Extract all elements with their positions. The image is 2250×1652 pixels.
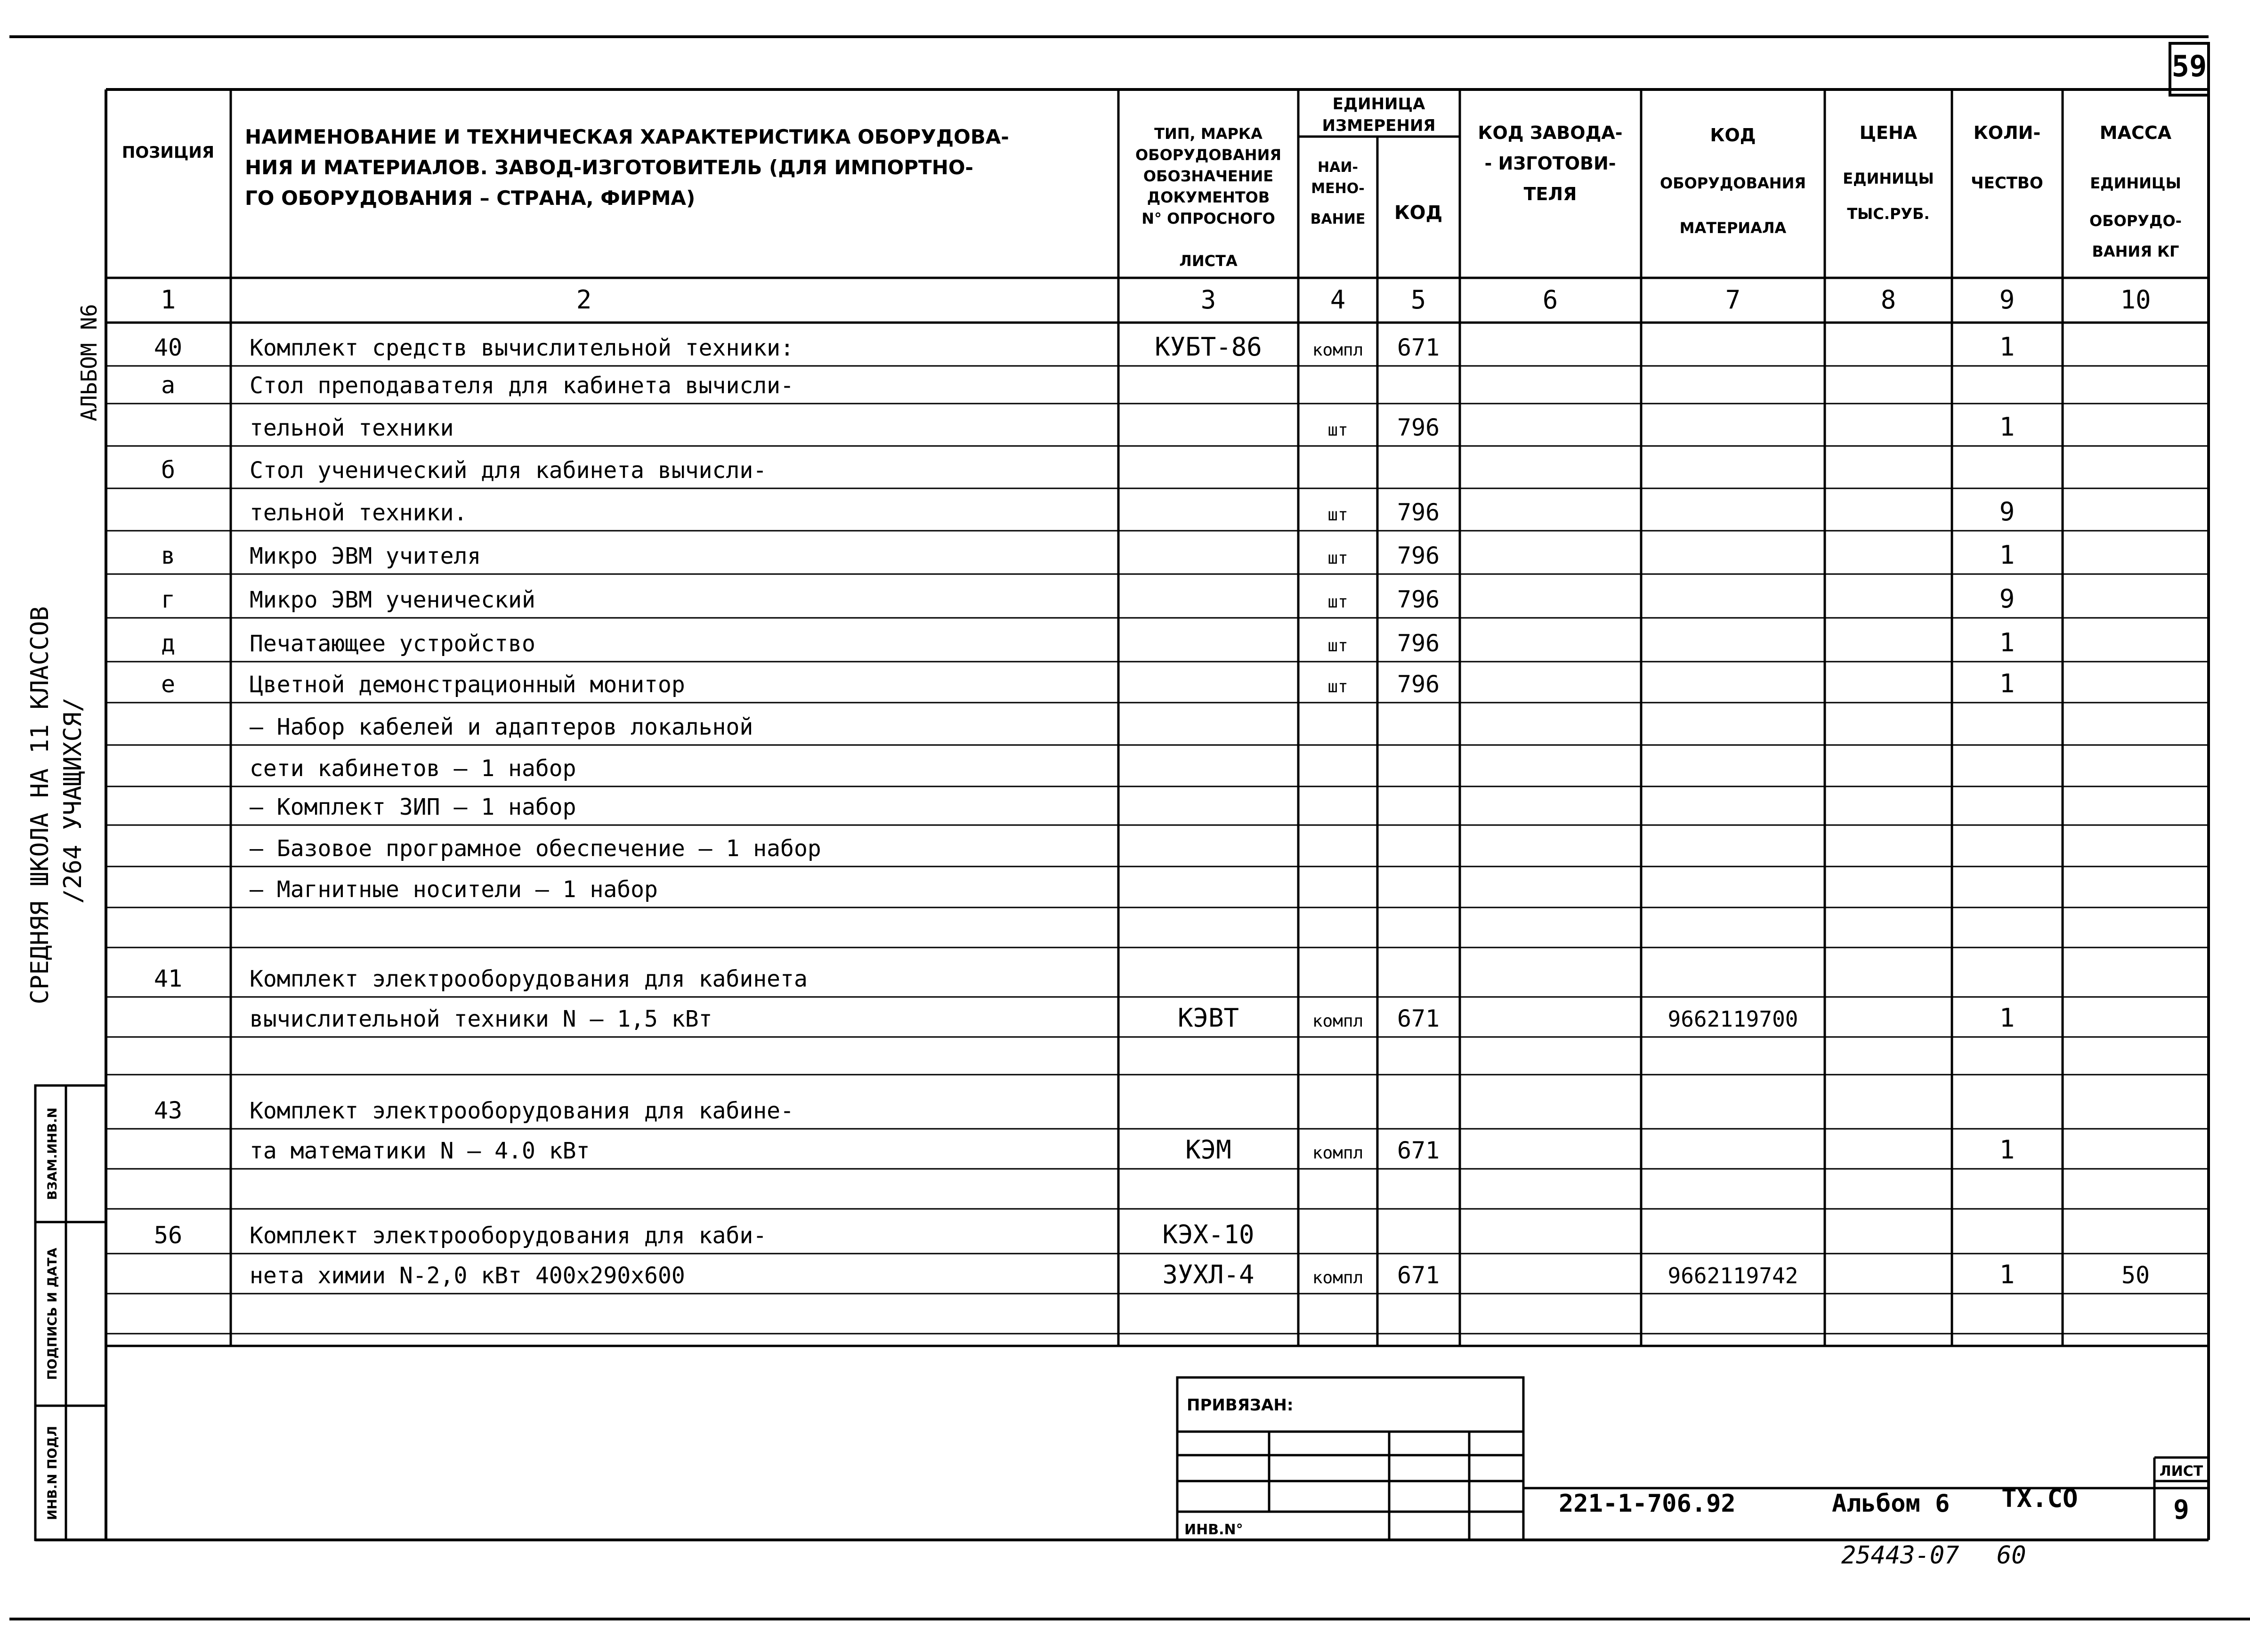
header-type-line-4: ДОКУМЕНТОВ bbox=[1147, 188, 1270, 206]
table-row bbox=[154, 1097, 794, 1124]
cell-pos: б bbox=[161, 456, 176, 484]
cell-name: тельной техники bbox=[250, 415, 454, 441]
table-row bbox=[250, 1135, 2015, 1165]
inventory-number-label: ИНВ.N° bbox=[1184, 1522, 1243, 1538]
header-position: ПОЗИЦИЯ bbox=[121, 143, 215, 162]
cell-unit: компл bbox=[1312, 340, 1364, 360]
cell-name: Комплект средств вычислительной техники: bbox=[250, 335, 794, 361]
table-row bbox=[161, 372, 794, 399]
table-row bbox=[250, 497, 2015, 526]
cell-type: КЭМ bbox=[1185, 1135, 1231, 1165]
column-number: 10 bbox=[2120, 285, 2151, 315]
cell-code: 671 bbox=[1397, 1262, 1440, 1289]
table-row bbox=[250, 794, 576, 820]
column-number: 9 bbox=[1999, 285, 2015, 315]
column-number: 1 bbox=[160, 285, 176, 315]
cell-qty: 9 bbox=[1999, 584, 2015, 614]
archive-number: 25443-07 bbox=[1841, 1541, 1959, 1570]
header-type-line-6: ЛИСТА bbox=[1179, 252, 1238, 270]
header-mass-line-1: МАССА bbox=[2099, 122, 2172, 143]
cell-type: КЭВТ bbox=[1177, 1003, 1239, 1033]
header-unit-name-line-3: ВАНИЕ bbox=[1310, 211, 1366, 227]
document-mark: ТХ.СО bbox=[2001, 1483, 2078, 1513]
cell-name: – Комплект ЗИП – 1 набор bbox=[250, 794, 576, 820]
cell-name: тельной техники. bbox=[250, 500, 468, 526]
cell-qty: 1 bbox=[1999, 412, 2015, 442]
header-type-line-2: ОБОРУДОВАНИЯ bbox=[1135, 146, 1281, 164]
cell-code: 796 bbox=[1397, 586, 1440, 613]
cell-pos: д bbox=[161, 630, 176, 657]
album-label: АЛЬБОМ N6 bbox=[76, 304, 102, 421]
cell-qty: 1 bbox=[1999, 628, 2015, 657]
header-unit-name-line-2: МЕНО- bbox=[1311, 180, 1365, 197]
header-mass-line-3: ОБОРУДО- bbox=[2089, 212, 2182, 230]
header-unit-name-line-1: НАИ- bbox=[1318, 159, 1358, 176]
header-equip-code-line-3: МАТЕРИАЛА bbox=[1679, 219, 1787, 237]
stamp-label-original: ИНВ.N ПОДЛ bbox=[45, 1425, 60, 1521]
cell-name: – Базовое програмное обеспечение – 1 набор bbox=[250, 835, 821, 862]
stamp-label-replacement: ВЗАМ.ИНВ.N bbox=[45, 1107, 60, 1200]
cell-pos: г bbox=[161, 586, 176, 613]
title-block-text bbox=[1184, 1396, 2203, 1570]
cell-pos: в bbox=[161, 542, 176, 569]
table-row bbox=[161, 540, 2015, 570]
cell-qty: 1 bbox=[1999, 332, 2015, 362]
header-type-line-3: ОБОЗНАЧЕНИЕ bbox=[1143, 167, 1274, 185]
cell-name: Печатающее устройство bbox=[250, 631, 535, 657]
cell-name: Микро ЭВМ учителя bbox=[250, 543, 481, 569]
cell-unit: шт bbox=[1327, 592, 1348, 612]
cell-unit: компл bbox=[1312, 1012, 1364, 1031]
table-row bbox=[250, 755, 576, 782]
table-row bbox=[250, 1260, 2150, 1289]
cell-qty: 1 bbox=[1999, 1003, 2015, 1033]
cell-code: 671 bbox=[1397, 1137, 1440, 1164]
cell-qty: 1 bbox=[1999, 540, 2015, 570]
cell-equip: 9662119700 bbox=[1667, 1006, 1798, 1032]
cell-qty: 1 bbox=[1999, 669, 2015, 698]
cell-code: 796 bbox=[1397, 542, 1440, 569]
header-equip-code-line-2: ОБОРУДОВАНИЯ bbox=[1660, 174, 1806, 192]
privyazan-label: ПРИВЯЗАН: bbox=[1187, 1396, 1294, 1415]
column-number: 3 bbox=[1200, 285, 1216, 315]
table-row bbox=[161, 669, 2015, 698]
cell-code: 796 bbox=[1397, 630, 1440, 657]
table-row bbox=[250, 835, 821, 862]
cell-code: 796 bbox=[1397, 499, 1440, 526]
table-row bbox=[250, 1003, 2015, 1033]
cell-type: КЭХ-10 bbox=[1162, 1220, 1254, 1249]
cell-name: нета химии N-2,0 кВт 400х290х600 bbox=[250, 1263, 685, 1289]
cell-mass: 50 bbox=[2121, 1262, 2150, 1289]
column-number: 2 bbox=[576, 285, 592, 315]
list-number: 9 bbox=[2173, 1495, 2189, 1525]
cell-pos: а bbox=[161, 372, 176, 399]
cell-name: Комплект электрооборудования для каби- bbox=[250, 1223, 767, 1249]
cell-pos: 41 bbox=[154, 965, 183, 992]
header-qty-line-2: ЧЕСТВО bbox=[1971, 174, 2043, 193]
cell-name: вычислительной техники N – 1,5 кВт bbox=[250, 1006, 712, 1032]
list-label: ЛИСТ bbox=[2159, 1463, 2203, 1480]
cell-name: сети кабинетов – 1 набор bbox=[250, 755, 576, 782]
table-row bbox=[250, 714, 753, 740]
album-number: Альбом 6 bbox=[1832, 1490, 1950, 1518]
cell-unit: шт bbox=[1327, 677, 1348, 696]
cell-qty: 1 bbox=[1999, 1135, 2015, 1165]
stamp-label-signature: ПОДПИСЬ И ДАТА bbox=[45, 1247, 60, 1380]
cell-name: та математики N – 4.0 кВт bbox=[250, 1138, 590, 1164]
header-plant-code-line-3: ТЕЛЯ bbox=[1523, 184, 1577, 204]
cell-unit: шт bbox=[1327, 636, 1348, 656]
archive-page: 60 bbox=[1997, 1541, 2026, 1570]
cell-type: ЗУХЛ-4 bbox=[1162, 1260, 1254, 1289]
header-name-line-3: ГО ОБОРУДОВАНИЯ – СТРАНА, ФИРМА) bbox=[245, 186, 696, 210]
cell-pos: 56 bbox=[154, 1222, 183, 1249]
header-price-line-1: ЦЕНА bbox=[1859, 122, 1918, 143]
header-mass-line-2: ЕДИНИЦЫ bbox=[2090, 174, 2181, 192]
column-number: 8 bbox=[1880, 285, 1896, 315]
cell-unit: шт bbox=[1327, 505, 1348, 525]
cell-unit: компл bbox=[1312, 1268, 1364, 1288]
cell-qty: 9 bbox=[1999, 497, 2015, 526]
header-unit-line-1: ЕДИНИЦА bbox=[1332, 95, 1425, 113]
document-code: 221-1-706.92 bbox=[1559, 1490, 1736, 1518]
cell-name: Цветной демонстрационный монитор bbox=[250, 672, 685, 698]
header-name-line-2: НИЯ И МАТЕРИАЛОВ. ЗАВОД-ИЗГОТОВИТЕЛЬ (ДЛЯ ИМПОРТНО- bbox=[245, 156, 973, 179]
header-type-line-1: ТИП, МАРКА bbox=[1154, 125, 1263, 143]
column-number: 4 bbox=[1330, 285, 1346, 315]
column-number: 6 bbox=[1542, 285, 1558, 315]
table-row bbox=[250, 412, 2015, 442]
table-row bbox=[161, 628, 2015, 657]
cell-unit: компл bbox=[1312, 1143, 1364, 1163]
cell-name: Комплект электрооборудования для кабине- bbox=[250, 1098, 794, 1124]
cell-code: 796 bbox=[1397, 414, 1440, 441]
table-body bbox=[154, 332, 2150, 1289]
sheet-border bbox=[9, 37, 2250, 1619]
table-row bbox=[154, 332, 2015, 362]
school-title: СРЕДНЯЯ ШКОЛА НА 11 КЛАССОВ bbox=[26, 606, 54, 1004]
cell-name: – Набор кабелей и адаптеров локальной bbox=[250, 714, 753, 740]
header-plant-code-line-2: - ИЗГОТОВИ- bbox=[1484, 153, 1616, 174]
cell-name: – Магнитные носители – 1 набор bbox=[250, 876, 658, 903]
header-price-line-2: ЕДИНИЦЫ bbox=[1843, 170, 1934, 187]
cell-code: 671 bbox=[1397, 334, 1440, 361]
table-header bbox=[122, 95, 2182, 270]
header-mass-line-4: ВАНИЯ КГ bbox=[2092, 243, 2179, 260]
column-number: 5 bbox=[1410, 285, 1426, 315]
header-name-line-1: НАИМЕНОВАНИЕ И ТЕХНИЧЕСКАЯ ХАРАКТЕРИСТИКА ОБОРУДОВА- bbox=[245, 125, 1009, 148]
cell-pos: е bbox=[161, 671, 176, 698]
table-row bbox=[250, 876, 658, 903]
sheet-number-top: 59 bbox=[2171, 49, 2207, 83]
table-row bbox=[154, 1220, 1254, 1249]
cell-qty: 1 bbox=[1999, 1260, 2015, 1289]
cell-code: 796 bbox=[1397, 671, 1440, 698]
left-margin-labels bbox=[26, 304, 102, 1520]
cell-unit: шт bbox=[1327, 549, 1348, 568]
table-row bbox=[154, 965, 808, 992]
cell-unit: шт bbox=[1327, 421, 1348, 440]
header-qty-line-1: КОЛИ- bbox=[1973, 122, 2041, 143]
header-type-line-5: N° ОПРОСНОГО bbox=[1141, 210, 1275, 227]
cell-name: Стол преподавателя для кабинета вычисли- bbox=[250, 373, 794, 399]
table-row bbox=[161, 456, 767, 484]
cell-pos: 40 bbox=[154, 334, 183, 361]
table-row bbox=[161, 584, 2015, 614]
column-number-row bbox=[161, 285, 2151, 315]
header-unit-line-2: ИЗМЕРЕНИЯ bbox=[1322, 116, 1436, 135]
cell-equip: 9662119742 bbox=[1667, 1263, 1798, 1288]
cell-name: Микро ЭВМ ученический bbox=[250, 587, 535, 613]
header-price-line-3: ТЫС.РУБ. bbox=[1847, 205, 1930, 223]
header-unit-code: КОД bbox=[1394, 202, 1443, 224]
cell-name: Комплект электрооборудования для кабинета bbox=[250, 966, 808, 992]
cell-pos: 43 bbox=[154, 1097, 183, 1124]
header-plant-code-line-1: КОД ЗАВОДА- bbox=[1478, 122, 1623, 143]
header-equip-code-line-1: КОД bbox=[1710, 125, 1756, 146]
school-subtitle: /264 УЧАЩИХСЯ/ bbox=[59, 697, 87, 904]
cell-type: КУБТ-86 bbox=[1155, 332, 1262, 362]
cell-name: Стол ученический для кабинета вычисли- bbox=[250, 457, 767, 484]
column-number: 7 bbox=[1725, 285, 1741, 315]
cell-code: 671 bbox=[1397, 1005, 1440, 1032]
